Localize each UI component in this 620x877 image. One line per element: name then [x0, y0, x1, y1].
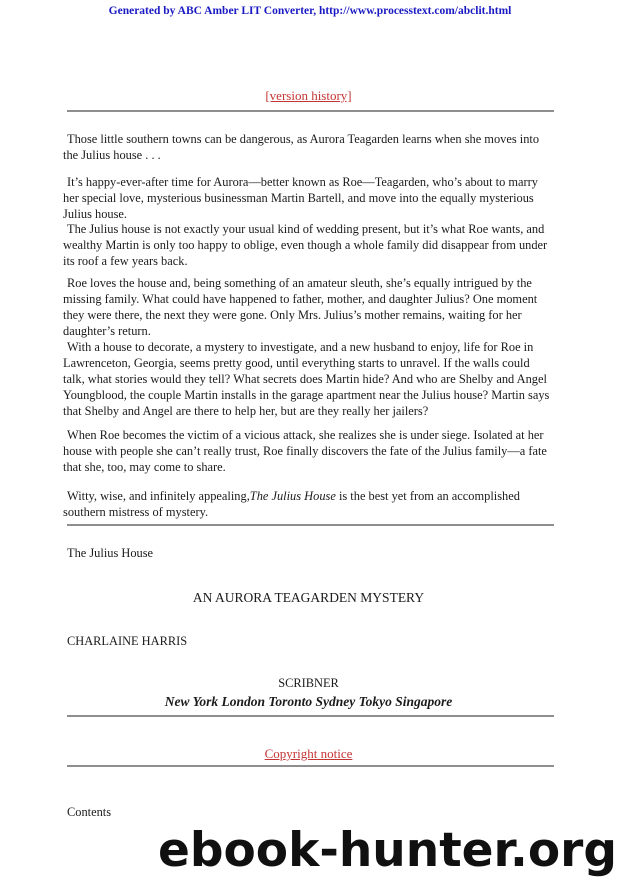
divider [67, 524, 554, 526]
review-text-suffix: is the best yet from an accomplished southern mistress of mystery. [63, 489, 520, 519]
page-content [0, 87, 620, 820]
review-book-title-italic: The Julius House [249, 489, 336, 503]
author-name: CHARLAINE HARRIS [67, 634, 188, 648]
blurb-paragraph: Roe loves the house and, being something of an amateur sleuth, she’s equally intrigued by the missing family. What could have happened to father, mother, and daughter Julius? One moment they were there, the next they were gone. Only Mrs. Julius’s mother remains, waiting for her daughter’s return. [63, 276, 538, 338]
blurb-paragraph: When Roe becomes the victim of a vicious attack, she realizes she is under siege. Isolated at her house with people she can’t really trust, Roe finally discovers the fate of the Julius family—a fate that she, too, may come to share. [63, 428, 547, 474]
blurb-paragraph: It’s happy-ever-after time for Aurora—better known as Roe—Teagarden, who’s about to marry her special love, mysterious businessman Martin Bartell, and move into the equally mysterious Julius house. [63, 175, 538, 221]
converter-header: Generated by ABC Amber LIT Converter, http://www.processtext.com/abclit.html [108, 5, 512, 17]
book-title: The Julius House [67, 546, 154, 560]
divider [67, 715, 554, 717]
blurb-paragraph: With a house to decorate, a mystery to investigate, and a new husband to enjoy, life for Roe in Lawrenceton, Georgia, seems pretty good, until everything starts to unravel. If the walls could talk, what stories would they tell? What secrets does Martin hide? And who are Shelby and Angel Youngblood, the couple Martin installs in the garage apartment near the Julius house? Martin says that Shelby and Angel are there to help her, but are they really her jailers? [63, 340, 550, 418]
series-title: AN AURORA TEAGARDEN MYSTERY [192, 590, 425, 605]
contents-label: Contents [67, 805, 112, 819]
copyright-notice-link[interactable]: Copyright notice [264, 746, 353, 761]
blurb-paragraph: Those little southern towns can be dangerous, as Aurora Teagarden learns when she moves into the Julius house . . . [63, 132, 540, 162]
version-history-link[interactable]: [version history] [265, 88, 352, 103]
ebook-hunter-watermark: ebook-hunter.org [157, 823, 617, 877]
divider [67, 765, 554, 767]
review-text-prefix: Witty, wise, and infinitely appealing, [67, 489, 250, 503]
blurb-paragraph: The Julius house is not exactly your usual kind of wedding present, but it’s what Roe wants, and wealthy Martin is only too happy to oblige, even though a whole family did disappear from under its roof a few years back. [63, 222, 548, 268]
publisher-name: SCRIBNER [278, 676, 339, 690]
divider [67, 110, 554, 112]
review-paragraph [63, 488, 554, 520]
publisher-cities: New York London Toronto Sydney Tokyo Singapore [164, 694, 453, 709]
